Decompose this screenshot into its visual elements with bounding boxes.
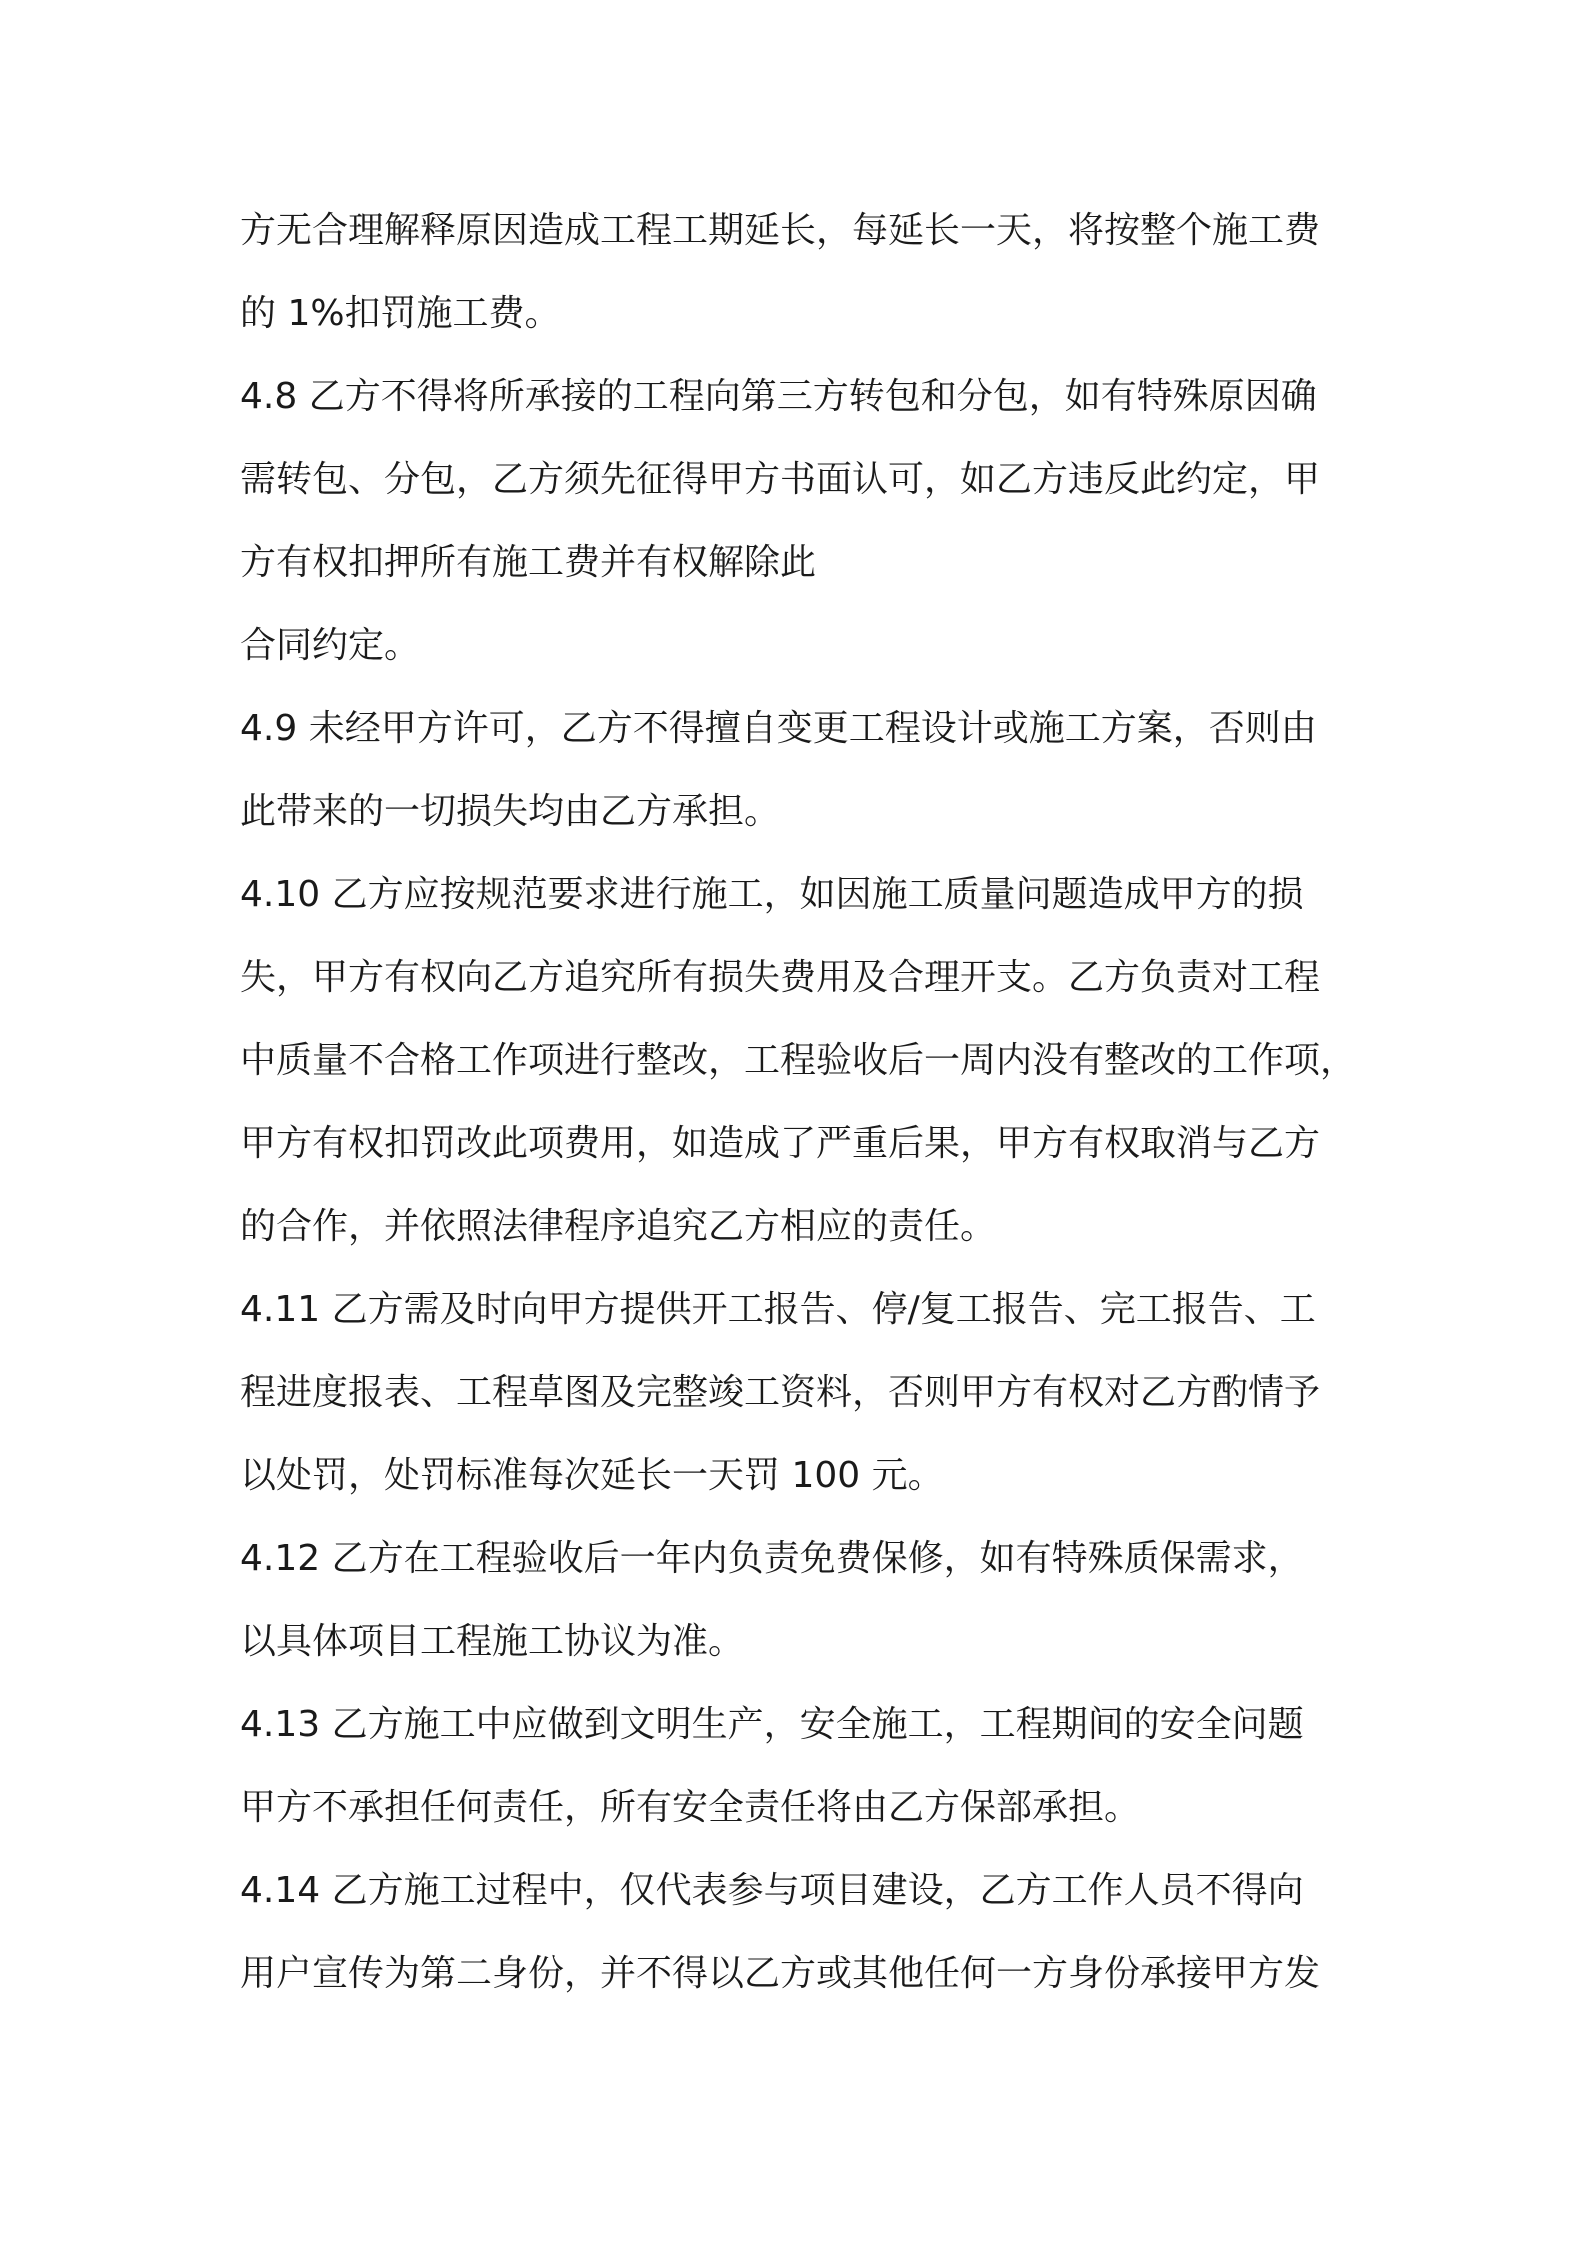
text-line: 的 1%扣罚施工费。 bbox=[240, 293, 561, 334]
text-line: 用户宣传为第二身份，并不得以乙方或其他任何一方身份承接甲方发 bbox=[240, 1953, 1321, 1994]
text-line: 失，甲方有权向乙方追究所有损失费用及合理开支。乙方负责对工程 bbox=[240, 957, 1321, 998]
text-line: 以处罚，处罚标准每次延长一天罚 100 元。 bbox=[240, 1455, 944, 1496]
text-line: 甲方不承担任何责任，所有安全责任将由乙方保部承担。 bbox=[240, 1787, 1141, 1828]
text-line: 此带来的一切损失均由乙方承担。 bbox=[240, 791, 781, 832]
text-line: 4.11 乙方需及时向甲方提供开工报告、停/复工报告、完工报告、工 bbox=[240, 1289, 1316, 1330]
text-line: 的合作，并依照法律程序追究乙方相应的责任。 bbox=[240, 1206, 997, 1247]
text-line: 4.12 乙方在工程验收后一年内负责免费保修，如有特殊质保需求， bbox=[240, 1538, 1304, 1579]
text-line: 合同约定。 bbox=[240, 625, 421, 666]
text-line: 4.9 未经甲方许可，乙方不得擅自变更工程设计或施工方案，否则由 bbox=[240, 708, 1317, 749]
text-line: 4.13 乙方施工中应做到文明生产，安全施工，工程期间的安全问题 bbox=[240, 1704, 1304, 1745]
text-line: 方无合理解释原因造成工程工期延长，每延长一天，将按整个施工费 bbox=[240, 210, 1321, 251]
text-line: 以具体项目工程施工协议为准。 bbox=[240, 1621, 745, 1662]
text-line: 方有权扣押所有施工费并有权解除此 bbox=[240, 542, 817, 583]
text-line: 程进度报表、工程草图及完整竣工资料，否则甲方有权对乙方酌情予 bbox=[240, 1372, 1321, 1413]
text-line: 4.8 乙方不得将所承接的工程向第三方转包和分包，如有特殊原因确 bbox=[240, 376, 1317, 417]
text-line: 甲方有权扣罚改此项费用，如造成了严重后果，甲方有权取消与乙方 bbox=[240, 1123, 1321, 1164]
text-line: 4.10 乙方应按规范要求进行施工，如因施工质量问题造成甲方的损 bbox=[240, 874, 1304, 915]
text-line: 需转包、分包，乙方须先征得甲方书面认可，如乙方违反此约定，甲 bbox=[240, 459, 1321, 500]
text-line: 4.14 乙方施工过程中，仅代表参与项目建设，乙方工作人员不得向 bbox=[240, 1870, 1304, 1911]
text-line: 中质量不合格工作项进行整改，工程验收后一周内没有整改的工作项， bbox=[240, 1040, 1357, 1081]
